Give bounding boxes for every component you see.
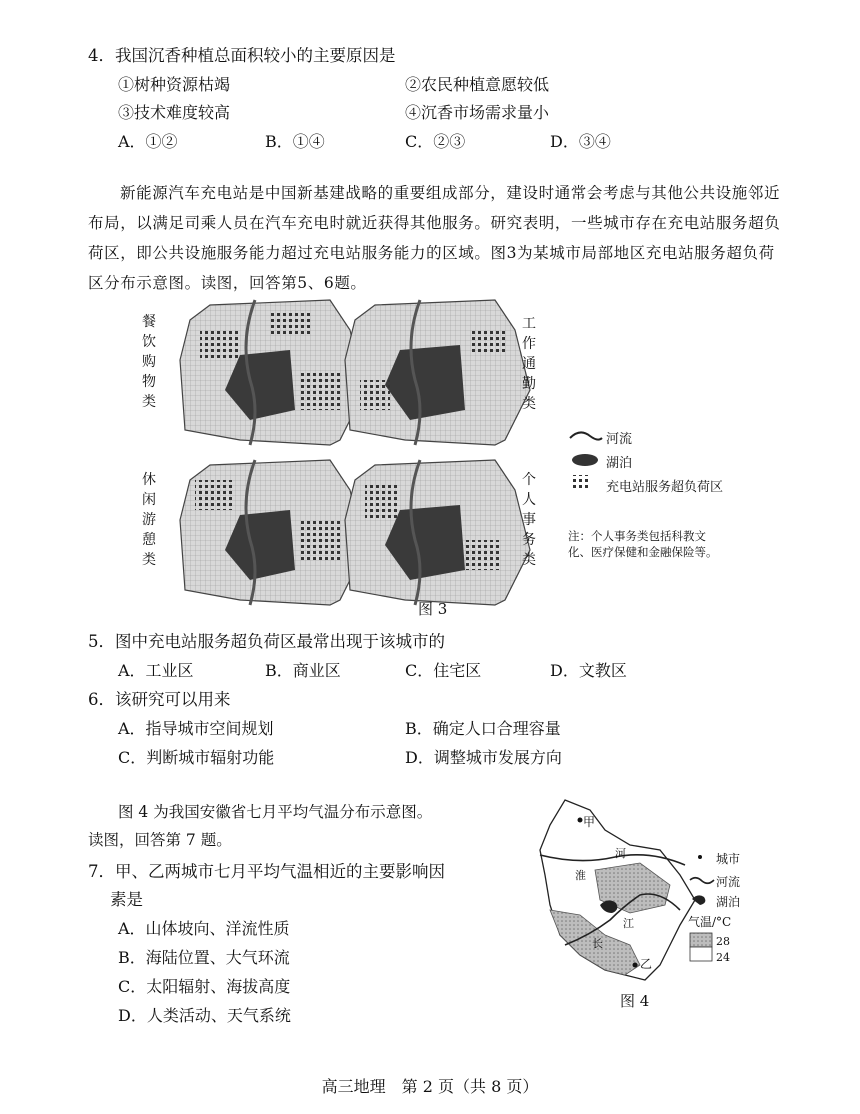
q6-option-a: A．指导城市空间规划: [118, 719, 274, 738]
fig3-note: 注：个人事务类包括科教文化、医疗保健和金融保险等。: [568, 529, 718, 559]
legend-lake: 湖泊: [606, 456, 633, 471]
q7-stem-line1: 7．甲、乙两城市七月平均气温相近的主要影响因: [88, 862, 445, 881]
q6-option-d: D．调整城市发展方向: [405, 748, 562, 767]
legend-temp-28: 28: [716, 935, 730, 948]
passage2-line2: 读图，回答第 7 题。: [88, 831, 232, 849]
q5-option-a: A．工业区: [118, 661, 194, 680]
river-label-huai: 淮: [575, 869, 586, 882]
q7-option-b: B．海陆位置、大气环流: [118, 948, 290, 967]
figure-3-maps: [140, 292, 740, 612]
label-work-commute: 工作通勤类: [522, 316, 536, 412]
figure-4: [520, 795, 780, 1025]
legend-temp-24: 24: [716, 951, 730, 964]
fig3-caption: 图 3: [418, 600, 448, 618]
q4-item-3: ③技术难度较高: [118, 103, 231, 122]
city-yi-dot: [633, 963, 638, 968]
q4-stem: 4．我国沉香种植总面积较小的主要原因是: [88, 46, 396, 65]
label-leisure: 休闲游憩类: [142, 472, 156, 568]
river-label-he: 河: [615, 847, 626, 860]
q6-option-c: C．判断城市辐射功能: [118, 748, 275, 767]
q4-option-b: B．①④: [265, 132, 325, 151]
passage-text: 新能源汽车充电站是中国新基建战略的重要组成部分，建设时通常会考虑与其他公共设施邻近布局，以满足司乘人员在汽车充电时就近获得其他服务。研究表明，一些城市存在充电站服务超负荷区，即公共设施服务能力超过充电站服务能力的区域。图3为某城市局部地区充电站服务超负荷区分布示意图。读图，回答第5、6题。: [88, 184, 781, 292]
q6-stem: 6．该研究可以用来: [88, 690, 231, 709]
map-personal-affairs: [345, 460, 530, 605]
map-leisure: [180, 460, 365, 605]
figure-4-map: [520, 795, 780, 1025]
passage: [88, 178, 788, 298]
legend-overload-symbol: [572, 475, 590, 489]
q7-option-d: D．人类活动、天气系统: [118, 1006, 291, 1025]
legend-city: 城市: [716, 852, 741, 866]
q4-option-c: C．②③: [405, 132, 466, 151]
q5-option-b: B．商业区: [265, 661, 341, 680]
legend-lake: 湖泊: [716, 895, 741, 909]
legend-river-symbol: [570, 432, 602, 439]
q7-option-c: C．太阳辐射、海拔高度: [118, 977, 291, 996]
q4-item-4: ④沉香市场需求量小: [405, 103, 550, 122]
q4-option-d: D．③④: [550, 132, 611, 151]
city-yi-label: 乙: [640, 957, 653, 971]
legend-temperature-title: 气温/°C: [688, 915, 732, 929]
q4-option-a: A．①②: [118, 132, 178, 151]
q5-stem: 5．图中充电站服务超负荷区最常出现于该城市的: [88, 632, 445, 651]
river-label-chang: 长: [592, 937, 603, 950]
legend-lake-symbol: [572, 454, 598, 466]
page-footer: 高三地理 第 2 页（共 8 页）: [321, 1077, 539, 1096]
passage2-line1: 图 4 为我国安徽省七月平均气温分布示意图。: [118, 803, 433, 821]
q5-option-c: C．住宅区: [405, 661, 482, 680]
q6-option-b: B．确定人口合理容量: [405, 719, 561, 738]
q7-stem-line2: 素是: [110, 890, 143, 909]
city-jia-label: 甲: [583, 815, 596, 829]
label-dining-shopping: 餐饮购物类: [142, 314, 156, 410]
legend-river: 河流: [606, 432, 633, 447]
map-dining-shopping: [180, 300, 365, 445]
map-work-commute: [345, 300, 530, 445]
q5-option-d: D．文教区: [550, 661, 627, 680]
q4-item-1: ①树种资源枯竭: [118, 75, 231, 94]
legend-overload-zone: 充电站服务超负荷区: [606, 480, 724, 495]
q4-item-2: ②农民种植意愿较低: [405, 75, 550, 94]
fig4-caption: 图 4: [620, 992, 650, 1010]
legend-river: 河流: [716, 875, 741, 889]
city-jia-dot: [578, 818, 583, 823]
figure-3: [140, 292, 740, 612]
label-personal-affairs: 个人事务类: [522, 472, 536, 568]
q7-option-a: A．山体坡向、洋流性质: [118, 919, 290, 938]
river-label-jiang: 江: [623, 917, 634, 930]
